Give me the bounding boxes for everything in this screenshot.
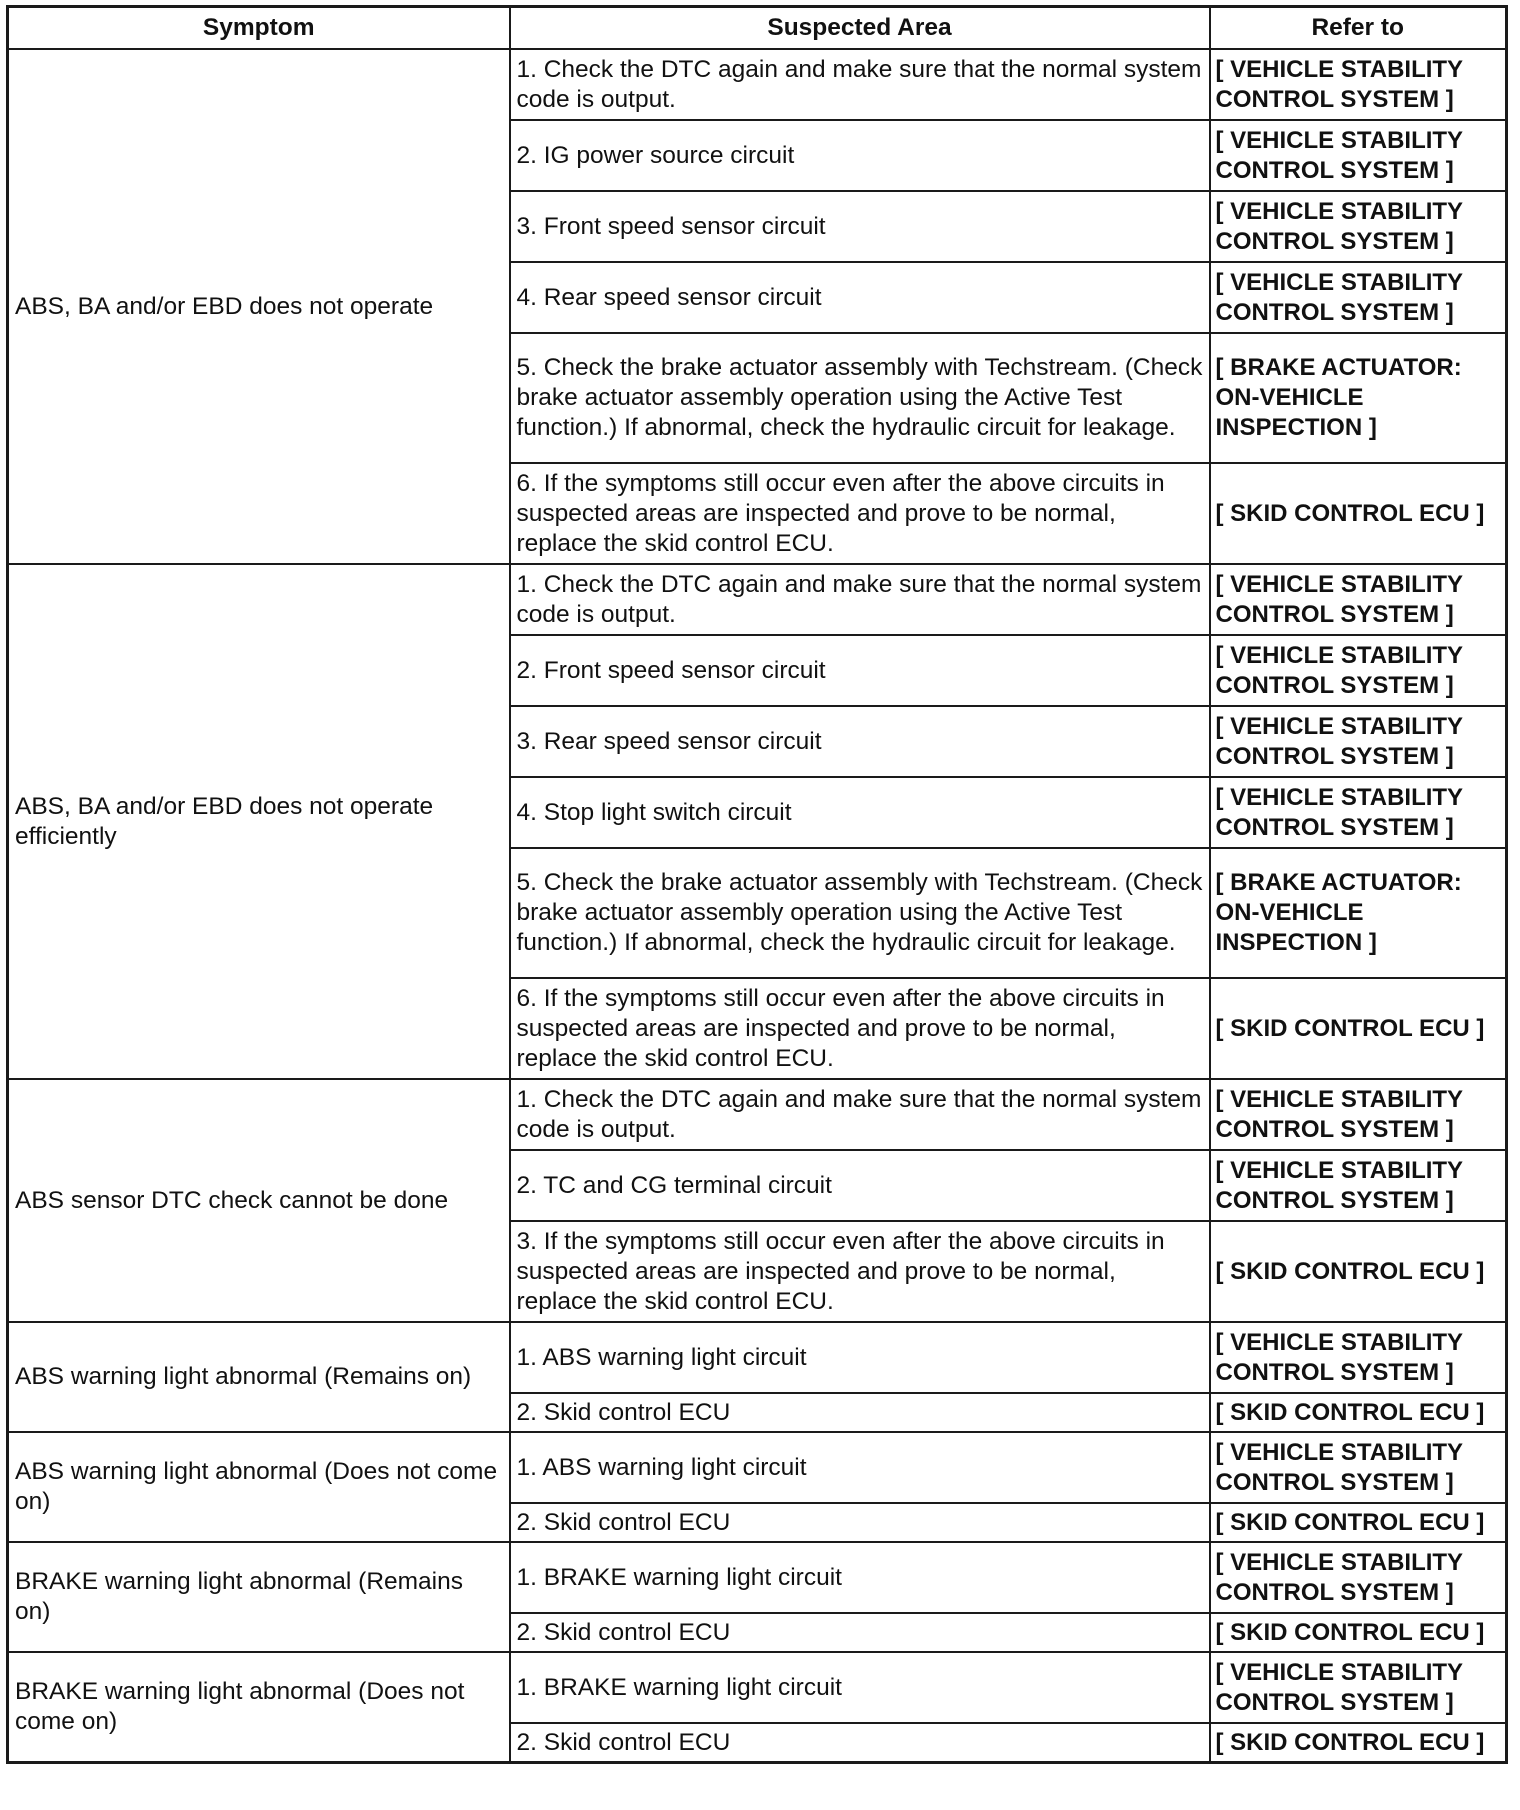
refer-to-cell: [ VEHICLE STABILITY CONTROL SYSTEM ] bbox=[1210, 1432, 1507, 1503]
suspected-area-cell: 2. TC and CG terminal circuit bbox=[510, 1150, 1210, 1221]
header-symptom: Symptom bbox=[8, 7, 510, 50]
refer-to-cell: [ VEHICLE STABILITY CONTROL SYSTEM ] bbox=[1210, 1322, 1507, 1393]
table-row bbox=[8, 1322, 1507, 1393]
refer-to-cell: [ SKID CONTROL ECU ] bbox=[1210, 1503, 1507, 1542]
suspected-area-cell: 2. Skid control ECU bbox=[510, 1723, 1210, 1763]
suspected-area-cell: 6. If the symptoms still occur even after the above circuits in suspected areas are inspected and prove to be normal, replace the skid control ECU. bbox=[510, 463, 1210, 564]
suspected-area-cell: 6. If the symptoms still occur even after the above circuits in suspected areas are inspected and prove to be normal, replace the skid control ECU. bbox=[510, 978, 1210, 1079]
symptom-cell: ABS sensor DTC check cannot be done bbox=[8, 1079, 510, 1322]
table-row bbox=[8, 49, 1507, 120]
suspected-area-cell: 4. Stop light switch circuit bbox=[510, 777, 1210, 848]
suspected-area-cell: 2. Skid control ECU bbox=[510, 1393, 1210, 1432]
suspected-area-cell: 1. Check the DTC again and make sure that the normal system code is output. bbox=[510, 564, 1210, 635]
table-row bbox=[8, 1542, 1507, 1613]
refer-to-cell: [ VEHICLE STABILITY CONTROL SYSTEM ] bbox=[1210, 777, 1507, 848]
suspected-area-cell: 3. Rear speed sensor circuit bbox=[510, 706, 1210, 777]
refer-to-cell: [ VEHICLE STABILITY CONTROL SYSTEM ] bbox=[1210, 191, 1507, 262]
suspected-area-cell: 2. Skid control ECU bbox=[510, 1613, 1210, 1652]
table-row bbox=[8, 1432, 1507, 1503]
suspected-area-cell: 1. BRAKE warning light circuit bbox=[510, 1542, 1210, 1613]
refer-to-cell: [ SKID CONTROL ECU ] bbox=[1210, 1221, 1507, 1322]
refer-to-cell: [ SKID CONTROL ECU ] bbox=[1210, 1723, 1507, 1763]
suspected-area-cell: 4. Rear speed sensor circuit bbox=[510, 262, 1210, 333]
suspected-area-cell: 1. ABS warning light circuit bbox=[510, 1432, 1210, 1503]
table-row bbox=[8, 1652, 1507, 1723]
symptom-cell: BRAKE warning light abnormal (Remains on) bbox=[8, 1542, 510, 1652]
symptom-table bbox=[6, 5, 1508, 1764]
suspected-area-cell: 2. Front speed sensor circuit bbox=[510, 635, 1210, 706]
suspected-area-cell: 1. Check the DTC again and make sure that the normal system code is output. bbox=[510, 49, 1210, 120]
refer-to-cell: [ VEHICLE STABILITY CONTROL SYSTEM ] bbox=[1210, 1150, 1507, 1221]
symptom-cell: ABS warning light abnormal (Does not come on) bbox=[8, 1432, 510, 1542]
refer-to-cell: [ VEHICLE STABILITY CONTROL SYSTEM ] bbox=[1210, 49, 1507, 120]
suspected-area-cell: 3. Front speed sensor circuit bbox=[510, 191, 1210, 262]
refer-to-cell: [ VEHICLE STABILITY CONTROL SYSTEM ] bbox=[1210, 262, 1507, 333]
refer-to-cell: [ VEHICLE STABILITY CONTROL SYSTEM ] bbox=[1210, 120, 1507, 191]
header-suspected-area: Suspected Area bbox=[510, 7, 1210, 50]
table-row bbox=[8, 564, 1507, 635]
refer-to-cell: [ SKID CONTROL ECU ] bbox=[1210, 1613, 1507, 1652]
refer-to-cell: [ VEHICLE STABILITY CONTROL SYSTEM ] bbox=[1210, 1079, 1507, 1150]
suspected-area-cell: 1. Check the DTC again and make sure that the normal system code is output. bbox=[510, 1079, 1210, 1150]
symptom-cell: ABS, BA and/or EBD does not operate efficiently bbox=[8, 564, 510, 1079]
refer-to-cell: [ BRAKE ACTUATOR: ON-VEHICLE INSPECTION ] bbox=[1210, 848, 1507, 978]
refer-to-cell: [ VEHICLE STABILITY CONTROL SYSTEM ] bbox=[1210, 635, 1507, 706]
refer-to-cell: [ VEHICLE STABILITY CONTROL SYSTEM ] bbox=[1210, 706, 1507, 777]
refer-to-cell: [ BRAKE ACTUATOR: ON-VEHICLE INSPECTION ] bbox=[1210, 333, 1507, 463]
table-row bbox=[8, 1079, 1507, 1150]
refer-to-cell: [ SKID CONTROL ECU ] bbox=[1210, 1393, 1507, 1432]
refer-to-cell: [ VEHICLE STABILITY CONTROL SYSTEM ] bbox=[1210, 564, 1507, 635]
refer-to-cell: [ SKID CONTROL ECU ] bbox=[1210, 978, 1507, 1079]
suspected-area-cell: 3. If the symptoms still occur even after the above circuits in suspected areas are inspected and prove to be normal, replace the skid control ECU. bbox=[510, 1221, 1210, 1322]
suspected-area-cell: 1. ABS warning light circuit bbox=[510, 1322, 1210, 1393]
symptom-cell: ABS warning light abnormal (Remains on) bbox=[8, 1322, 510, 1432]
suspected-area-cell: 5. Check the brake actuator assembly with Techstream. (Check brake actuator assembly operation using the Active Test function.) If abnormal, check the hydraulic circuit for leakage. bbox=[510, 333, 1210, 463]
symptom-cell: BRAKE warning light abnormal (Does not come on) bbox=[8, 1652, 510, 1763]
suspected-area-cell: 2. IG power source circuit bbox=[510, 120, 1210, 191]
refer-to-cell: [ VEHICLE STABILITY CONTROL SYSTEM ] bbox=[1210, 1652, 1507, 1723]
suspected-area-cell: 5. Check the brake actuator assembly with Techstream. (Check brake actuator assembly operation using the Active Test function.) If abnormal, check the hydraulic circuit for leakage. bbox=[510, 848, 1210, 978]
header-refer-to: Refer to bbox=[1210, 7, 1507, 50]
header-row bbox=[8, 7, 1507, 50]
refer-to-cell: [ VEHICLE STABILITY CONTROL SYSTEM ] bbox=[1210, 1542, 1507, 1613]
symptom-cell: ABS, BA and/or EBD does not operate bbox=[8, 49, 510, 564]
refer-to-cell: [ SKID CONTROL ECU ] bbox=[1210, 463, 1507, 564]
suspected-area-cell: 2. Skid control ECU bbox=[510, 1503, 1210, 1542]
suspected-area-cell: 1. BRAKE warning light circuit bbox=[510, 1652, 1210, 1723]
